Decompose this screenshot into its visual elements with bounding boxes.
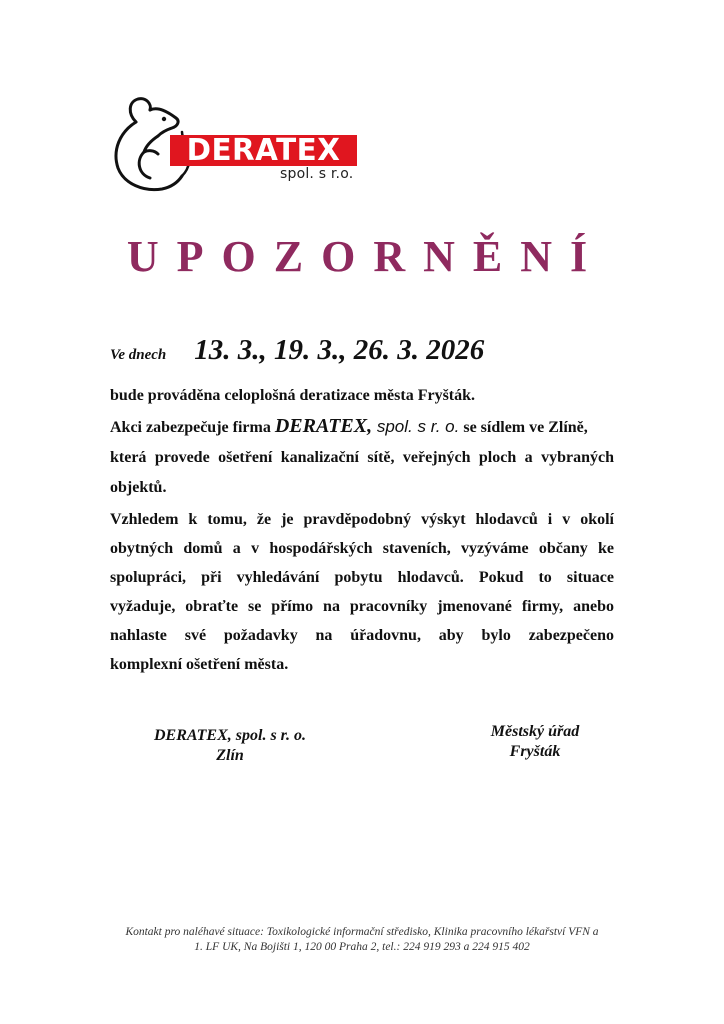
paragraph-line: která provede ošetření kanalizační sítě, veřejných ploch a vybraných bbox=[110, 449, 614, 466]
paragraph-line: bude prováděna celoplošná deratizace města Fryšták. bbox=[110, 387, 476, 404]
brand-name: DERATEX bbox=[186, 133, 341, 168]
paragraph-line: nahlaste své požadavky na úřadovnu, aby bylo zabezpečeno bbox=[110, 627, 614, 644]
dates-values: 13. 3., 19. 3., 26. 3. 2026 bbox=[194, 334, 485, 366]
brand-bar bbox=[170, 135, 357, 166]
signature-line: Fryšták bbox=[509, 743, 561, 760]
paragraph-line: vyžaduje, obraťte se přímo na pracovníky jmenované firmy, anebo bbox=[110, 598, 614, 615]
deratex-logo bbox=[106, 94, 366, 194]
emergency-contact-footer bbox=[95, 925, 629, 955]
page-title: UPOZORNĚNÍ bbox=[126, 232, 606, 281]
paragraph-line: komplexní ošetření města. bbox=[110, 656, 289, 673]
brand-suffix: spol. s r.o. bbox=[280, 166, 354, 182]
paragraph-announcement bbox=[110, 381, 614, 503]
dates-lead: Ve dnech bbox=[110, 347, 167, 363]
signature-line: Městský úřad bbox=[490, 723, 580, 740]
paragraph-line: spolupráci, při vyhledávání pobytu hlodavců. Pokud to situace bbox=[110, 569, 614, 586]
paragraph-line: objektů. bbox=[110, 479, 167, 496]
text-fragment: Akci zabezpečuje firma bbox=[110, 419, 275, 436]
company-name: DERATEX, bbox=[274, 415, 373, 437]
footer-line: Kontakt pro naléhavé situace: Toxikologické informační středisko, Klinika pracovního lékařství VFN a bbox=[125, 926, 599, 938]
company-suffix: spol. s r. o. bbox=[372, 417, 460, 436]
signature-deratex bbox=[140, 726, 320, 766]
paragraph-line: obytných domů a v hospodářských staveních, vyzýváme občany ke bbox=[110, 540, 614, 557]
signature-line: Zlín bbox=[216, 747, 244, 764]
date-line bbox=[110, 334, 484, 367]
paragraph-line: Vzhledem k tomu, že je pravděpodobný výskyt hlodavců i v okolí bbox=[110, 511, 614, 528]
footer-line: 1. LF UK, Na Bojišti 1, 120 00 Praha 2, tel.: 224 919 293 a 224 915 402 bbox=[194, 941, 530, 953]
signature-line: DERATEX, spol. s r. o. bbox=[153, 727, 307, 744]
signature-municipal-office bbox=[470, 722, 600, 762]
text-fragment: se sídlem ve Zlíně, bbox=[459, 419, 588, 436]
paragraph-line bbox=[110, 411, 614, 443]
paragraph-appeal bbox=[110, 505, 614, 679]
